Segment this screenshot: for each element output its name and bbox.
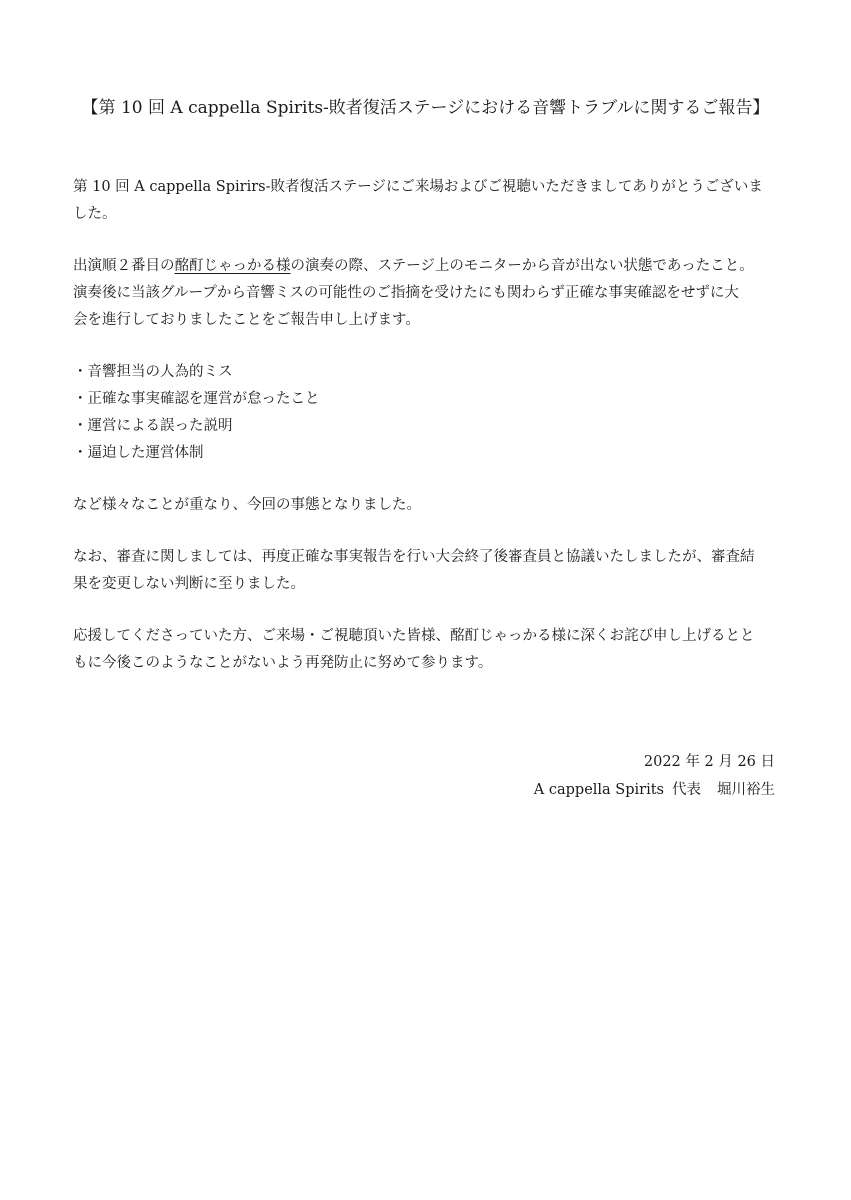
judging-line-2: 果を変更しない判断に至りました。 [73,576,305,592]
document-title: 【第 10 回 A cappella Spirits-敗者復活ステージにおける音響トラブルに関するご報告】 [81,98,770,118]
incident-line-1-after: の演奏の際、ステージ上のモニターから音が出ない状態であったこと。 [290,258,754,274]
judging-paragraph [73,544,793,598]
apology-line-2: もに今後このようなことがないよう再発防止に努めて参ります。 [73,655,493,671]
signature-name: 堀川裕生 [717,782,775,798]
signature-role: 代表 [672,782,701,798]
incident-line-3: 会を進行しておりましたことをご報告申し上げます。 [73,312,420,328]
cause-item: ・音響担当の人為的ミス [73,364,233,380]
signature-author-line [534,776,775,804]
judging-line-1: なお、審査に関しましては、再度正確な事実報告を行い大会終了後審査員と協議いたしましたが、審査結 [73,549,755,565]
incident-line-1 [73,253,793,280]
group-name-underlined: 酩酊じゃっかる様 [174,258,291,274]
intro-paragraph [73,174,793,228]
incident-line-1-before: 出演順２番目の [73,258,175,274]
signature-organization: A cappella Spirits [533,782,664,798]
cause-item: ・正確な事実確認を運営が怠ったこと [73,391,320,407]
causes-list [73,359,793,467]
document-body [73,174,793,702]
intro-line-2: した。 [73,206,117,222]
signature-block [534,748,775,804]
incident-line-2: 演奏後に当該グループから音響ミスの可能性のご指摘を受けたにも関わらず正確な事実確認をせずに大 [73,285,739,301]
cause-item: ・運営による誤った説明 [73,418,233,434]
summary-paragraph [73,492,793,519]
summary-line: など様々なことが重なり、今回の事態となりました。 [73,497,421,513]
incident-paragraph [73,253,793,334]
intro-line-1: 第 10 回 A cappella Spirirs-敗者復活ステージにご来場およびご視聴いただきましてありがとうございま [73,179,763,195]
apology-paragraph [73,623,793,677]
apology-line-1: 応援してくださっていた方、ご来場・ご視聴頂いた皆様、酩酊じゃっかる様に深くお詫び申し上げるとと [73,628,755,644]
signature-date: 2022 年 2 月 26 日 [643,754,775,770]
cause-item: ・逼迫した運営体制 [73,445,204,461]
